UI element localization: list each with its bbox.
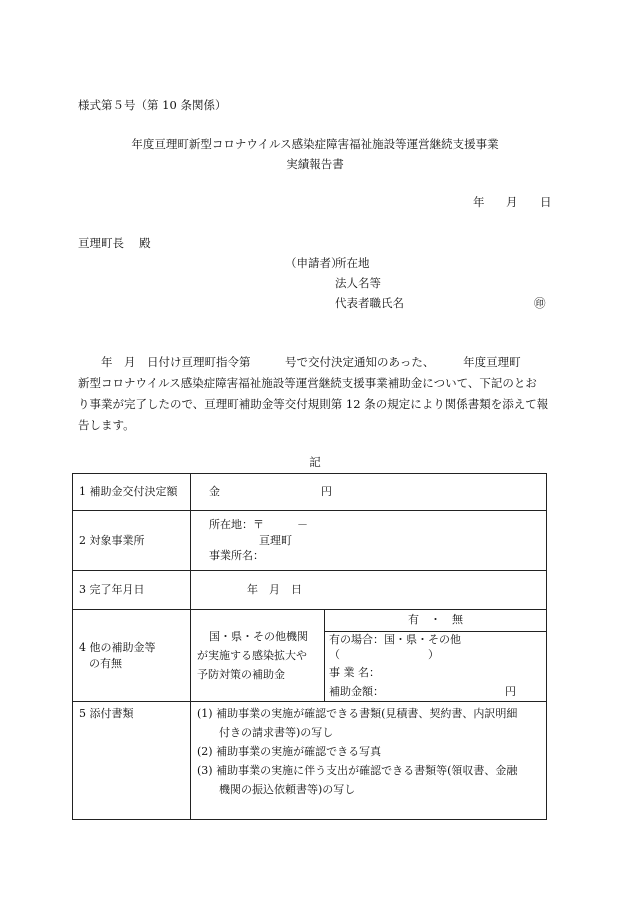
attachments-list xyxy=(197,704,540,799)
completion-date-field[interactable] xyxy=(191,571,547,610)
description-line: が実施する感染拡大や xyxy=(197,649,307,663)
seal-mark: ㊞ xyxy=(534,296,546,310)
subsidy-amount-field[interactable] xyxy=(325,682,546,701)
yen-label: 円 xyxy=(321,485,332,499)
item-number: (3) xyxy=(197,764,213,778)
item-text: 補助事業の実施が確認できる写真 xyxy=(216,745,382,759)
body-line: り事業が完了したので、亘理町補助金等交付規則第 12 条の規定により関係書類を添えて報 xyxy=(78,397,549,411)
attachments-cell xyxy=(191,702,547,820)
subsidy-subtable xyxy=(325,610,546,701)
document-title: 年度亘理町新型コロナウイルス感染症障害福祉施設等運営継続支援事業 xyxy=(131,137,499,151)
form-number: 様式第５号（第 10 条関係） xyxy=(78,98,227,112)
date-day-field[interactable]: 日 xyxy=(540,195,552,209)
row-label: 2 対象事業所 xyxy=(73,511,191,571)
row-label: 1 補助金交付決定額 xyxy=(73,474,191,511)
description-line: 予防対策の補助金 xyxy=(197,668,285,682)
row-label: 3 完了年月日 xyxy=(73,571,191,610)
row-label-line: 4 他の補助金等 xyxy=(79,640,156,654)
addressee: 亘理町長 殿 xyxy=(78,236,151,250)
facility-address-field[interactable]: 所在地：〒 － xyxy=(209,517,308,531)
applicant-corp-name-field[interactable]: 法人名等 xyxy=(335,276,381,290)
other-subsidy-description xyxy=(191,610,325,702)
item-text-cont: 付きの請求書等)の写し xyxy=(219,726,334,740)
body-line: 年 月 日付け亘理町指令第 号で交付決定通知のあった、 年度亘理町 xyxy=(78,355,521,369)
if-yes-field[interactable]: 有の場合：国・県・その他（ ） xyxy=(329,632,461,662)
item-text: 補助事業の実施が確認できる書類(見積書、契約書、内訳明細 xyxy=(216,707,518,721)
grant-amount-cell[interactable] xyxy=(191,474,547,511)
table-row xyxy=(73,610,547,702)
yes-no-choice[interactable]: 有 ・ 無 xyxy=(325,610,546,631)
date-year-field[interactable]: 年 xyxy=(473,195,485,209)
applicant-representative-field[interactable]: 代表者職氏名 xyxy=(335,296,404,310)
facility-cell[interactable] xyxy=(191,511,547,571)
table-row xyxy=(73,474,547,511)
amount-yen: 円 xyxy=(505,684,516,698)
row-label: 5 添付書類 xyxy=(73,702,191,820)
table-row xyxy=(73,702,547,820)
item-number: (1) xyxy=(197,707,213,721)
item-text: 補助事業の実施に伴う支出が確認できる書類等(領収書、金融 xyxy=(216,764,518,778)
document-subtitle: 実績報告書 xyxy=(286,157,344,171)
date-month-field[interactable]: 月 xyxy=(506,195,518,209)
description-line: 国・県・その他機関 xyxy=(209,630,308,644)
other-subsidy-details xyxy=(325,610,547,702)
project-name-field[interactable]: 事 業 名： xyxy=(329,665,380,679)
body-paragraph xyxy=(78,352,550,436)
item-number: (2) xyxy=(197,745,213,759)
row-label xyxy=(73,610,191,702)
table-row xyxy=(73,511,547,571)
list-item xyxy=(197,761,540,799)
ki-heading: 記 xyxy=(309,455,321,469)
row-label-line: の有無 xyxy=(89,656,122,670)
report-table xyxy=(72,473,547,820)
completion-date-value: 年 月 日 xyxy=(247,583,302,597)
table-row xyxy=(73,571,547,610)
applicant-label: （申請者） xyxy=(285,256,343,270)
facility-name-field[interactable]: 事業所名： xyxy=(209,549,264,563)
kin-label: 金 xyxy=(209,485,220,499)
applicant-address-field[interactable]: 所在地 xyxy=(335,256,370,270)
facility-town: 亘理町 xyxy=(259,533,292,547)
item-text-cont: 機関の振込依頼書等)の写し xyxy=(219,783,356,797)
body-line: 告します。 xyxy=(78,418,135,432)
body-line: 新型コロナウイルス感染症障害福祉施設等運営継続支援事業補助金について、下記のとお xyxy=(78,376,537,390)
list-item xyxy=(197,704,540,742)
amount-label: 補助金額： xyxy=(329,684,384,698)
list-item xyxy=(197,742,540,761)
